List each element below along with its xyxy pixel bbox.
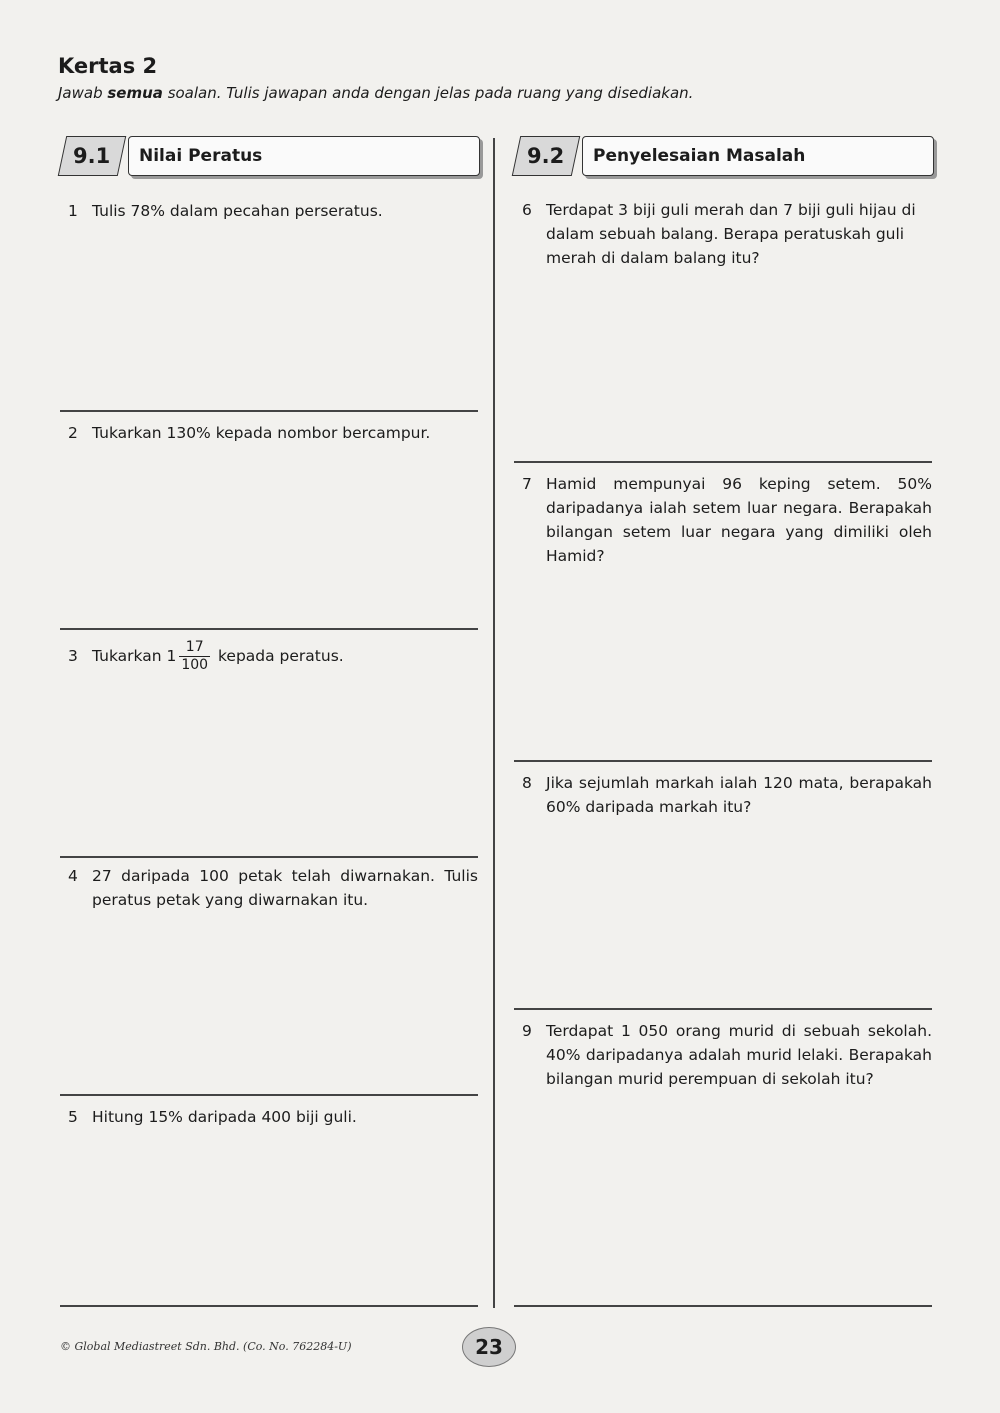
answer-line bbox=[514, 1305, 932, 1307]
question-4: 4 27 daripada 100 petak telah diwarnakan. Tulis peratus petak yang diwarnakan itu. bbox=[68, 867, 478, 909]
question-1: 1 Tulis 78% dalam pecahan perseratus. bbox=[68, 202, 383, 220]
paper-title: Kertas 2 bbox=[58, 54, 158, 78]
answer-line bbox=[514, 461, 932, 463]
page-number: 23 bbox=[475, 1335, 503, 1359]
answer-line bbox=[514, 1008, 932, 1010]
instruction-post: soalan. Tulis jawapan anda dengan jelas pada ruang yang disediakan. bbox=[162, 84, 694, 102]
question-5: 5 Hitung 15% daripada 400 biji guli. bbox=[68, 1108, 357, 1126]
instruction-pre: Jawab bbox=[58, 84, 108, 102]
question-6: 6 Terdapat 3 biji guli merah dan 7 biji guli hijau di dalam sebuah balang. Berapa peratuskah guli merah di dalam balang itu? bbox=[522, 201, 916, 267]
answer-line bbox=[60, 856, 478, 858]
section-number: 9.2 bbox=[512, 136, 581, 176]
section-number: 9.1 bbox=[58, 136, 127, 176]
instruction-text bbox=[58, 84, 693, 102]
question-8: 8 Jika sejumlah markah ialah 120 mata, berapakah 60% daripada markah itu? bbox=[522, 774, 932, 816]
question-3: 3 Tukarkan 1 $\frac{17}{100}$ kepada peratus. bbox=[68, 639, 344, 673]
question-7: 7 Hamid mempunyai 96 keping setem. 50% daripadanya ialah setem luar negara. Berapakah bilangan setem luar negara yang dimiliki oleh Hamid? bbox=[522, 475, 932, 565]
fraction: $\frac{17}{100}$ bbox=[181, 639, 209, 673]
question-9: 9 Terdapat 1 050 orang murid di sebuah sekolah. 40% daripadanya adalah murid lelaki. Berapakah bilangan murid perempuan di sekolah itu? bbox=[522, 1022, 932, 1088]
page-number-badge bbox=[462, 1327, 516, 1367]
answer-line bbox=[514, 760, 932, 762]
section-header-9-2 bbox=[516, 136, 934, 176]
instruction-bold: semua bbox=[107, 84, 163, 102]
answer-line bbox=[60, 628, 478, 630]
copyright-text: © Global Mediastreet Sdn. Bhd. (Co. No. 762284-U) bbox=[60, 1340, 352, 1353]
section-title: Nilai Peratus bbox=[128, 136, 480, 176]
column-divider bbox=[493, 138, 495, 1308]
section-title: Penyelesaian Masalah bbox=[582, 136, 934, 176]
answer-line bbox=[60, 1094, 478, 1096]
question-2: 2 Tukarkan 130% kepada nombor bercampur. bbox=[68, 424, 431, 442]
answer-line bbox=[60, 1305, 478, 1307]
section-header-9-1 bbox=[62, 136, 480, 176]
answer-line bbox=[60, 410, 478, 412]
